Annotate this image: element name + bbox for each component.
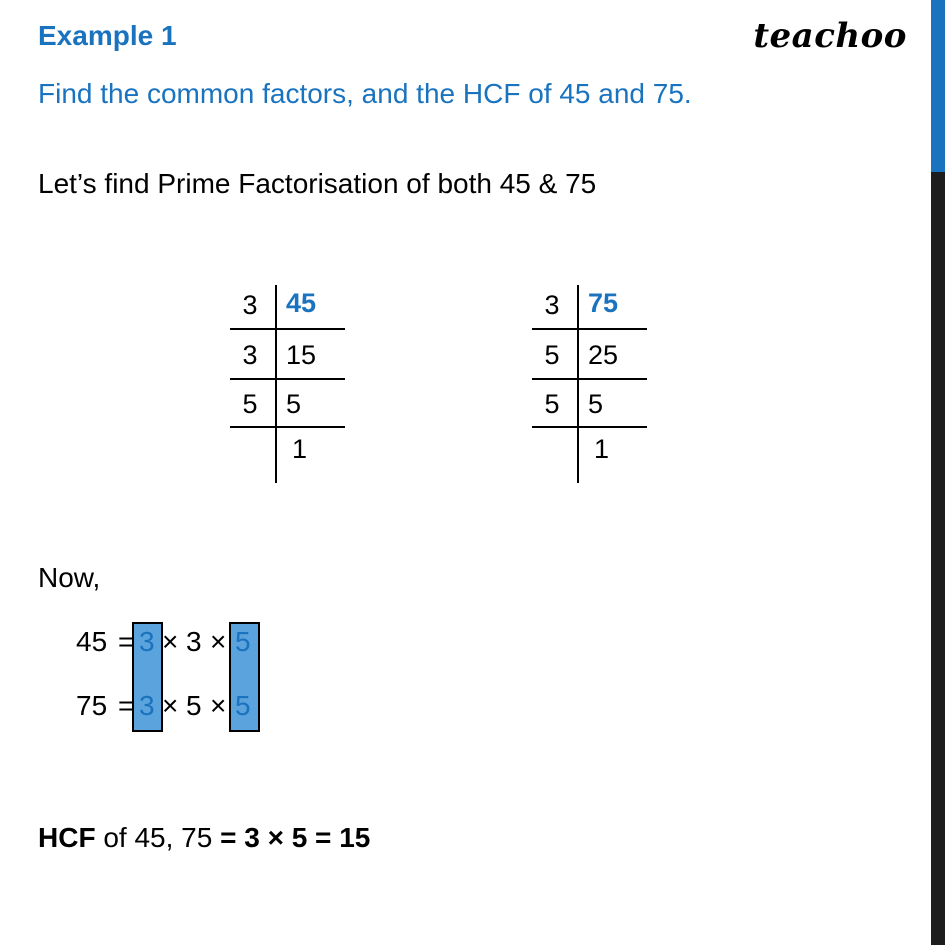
ladder-vertical-line (275, 285, 277, 483)
ladder-divisor: 5 (242, 389, 258, 419)
ladder-vertical-line (577, 285, 579, 483)
ladder-row-divider (532, 378, 647, 380)
teachoo-logo: teachoo (753, 16, 907, 56)
example-label: Example 1 (38, 20, 177, 51)
eq-equals: = (118, 626, 135, 657)
factor-ladder-45 (230, 285, 350, 485)
question-text: Find the common factors, and the HCF of 45 and 75. (38, 78, 692, 109)
intro-text: Let’s find Prime Factorisation of both 45 & 75 (38, 168, 597, 199)
eq-times: × (210, 626, 227, 657)
ladder-divisor: 3 (544, 290, 560, 320)
eq-factor-common: 5 (235, 690, 251, 721)
ladder-divisor: 5 (544, 340, 560, 370)
ladder-row-divider (230, 328, 345, 330)
ladder-dividend: 75 (588, 288, 619, 318)
ladder-divisor: 5 (544, 389, 560, 419)
eq-factor-common: 3 (139, 626, 155, 657)
hcf-of-text: of 45, 75 (103, 822, 213, 853)
eq-times: × (162, 690, 179, 721)
ladder-quotient: 25 (588, 340, 619, 370)
ladder-quotient: 1 (594, 434, 610, 464)
ladder-quotient: 5 (286, 389, 302, 419)
ladder-row-divider (532, 426, 647, 428)
eq-factor-common: 5 (235, 626, 251, 657)
hcf-label: HCF (38, 822, 96, 853)
ladder-quotient: 5 (588, 389, 604, 419)
eq-factor: 5 (186, 690, 202, 721)
ladder-row-divider (230, 426, 345, 428)
hcf-value: = 3 × 5 = 15 (220, 822, 371, 853)
eq-times: × (210, 690, 227, 721)
factor-ladder-75 (532, 285, 652, 485)
ladder-row-divider (230, 378, 345, 380)
ladder-dividend: 45 (286, 288, 317, 318)
eq-number-75: 75 (76, 690, 108, 721)
eq-equals: = (118, 690, 135, 721)
eq-factor-common: 3 (139, 690, 155, 721)
scrollbar-thumb[interactable] (931, 0, 945, 172)
ladder-divisor: 3 (242, 290, 258, 320)
ladder-divisor: 3 (242, 340, 258, 370)
ladder-row-divider (532, 328, 647, 330)
eq-times: × (162, 626, 179, 657)
eq-factor: 3 (186, 626, 202, 657)
ladder-quotient: 1 (292, 434, 308, 464)
eq-number-45: 45 (76, 626, 108, 657)
hcf-result (38, 822, 370, 854)
ladder-quotient: 15 (286, 340, 317, 370)
now-label: Now, (38, 562, 101, 593)
